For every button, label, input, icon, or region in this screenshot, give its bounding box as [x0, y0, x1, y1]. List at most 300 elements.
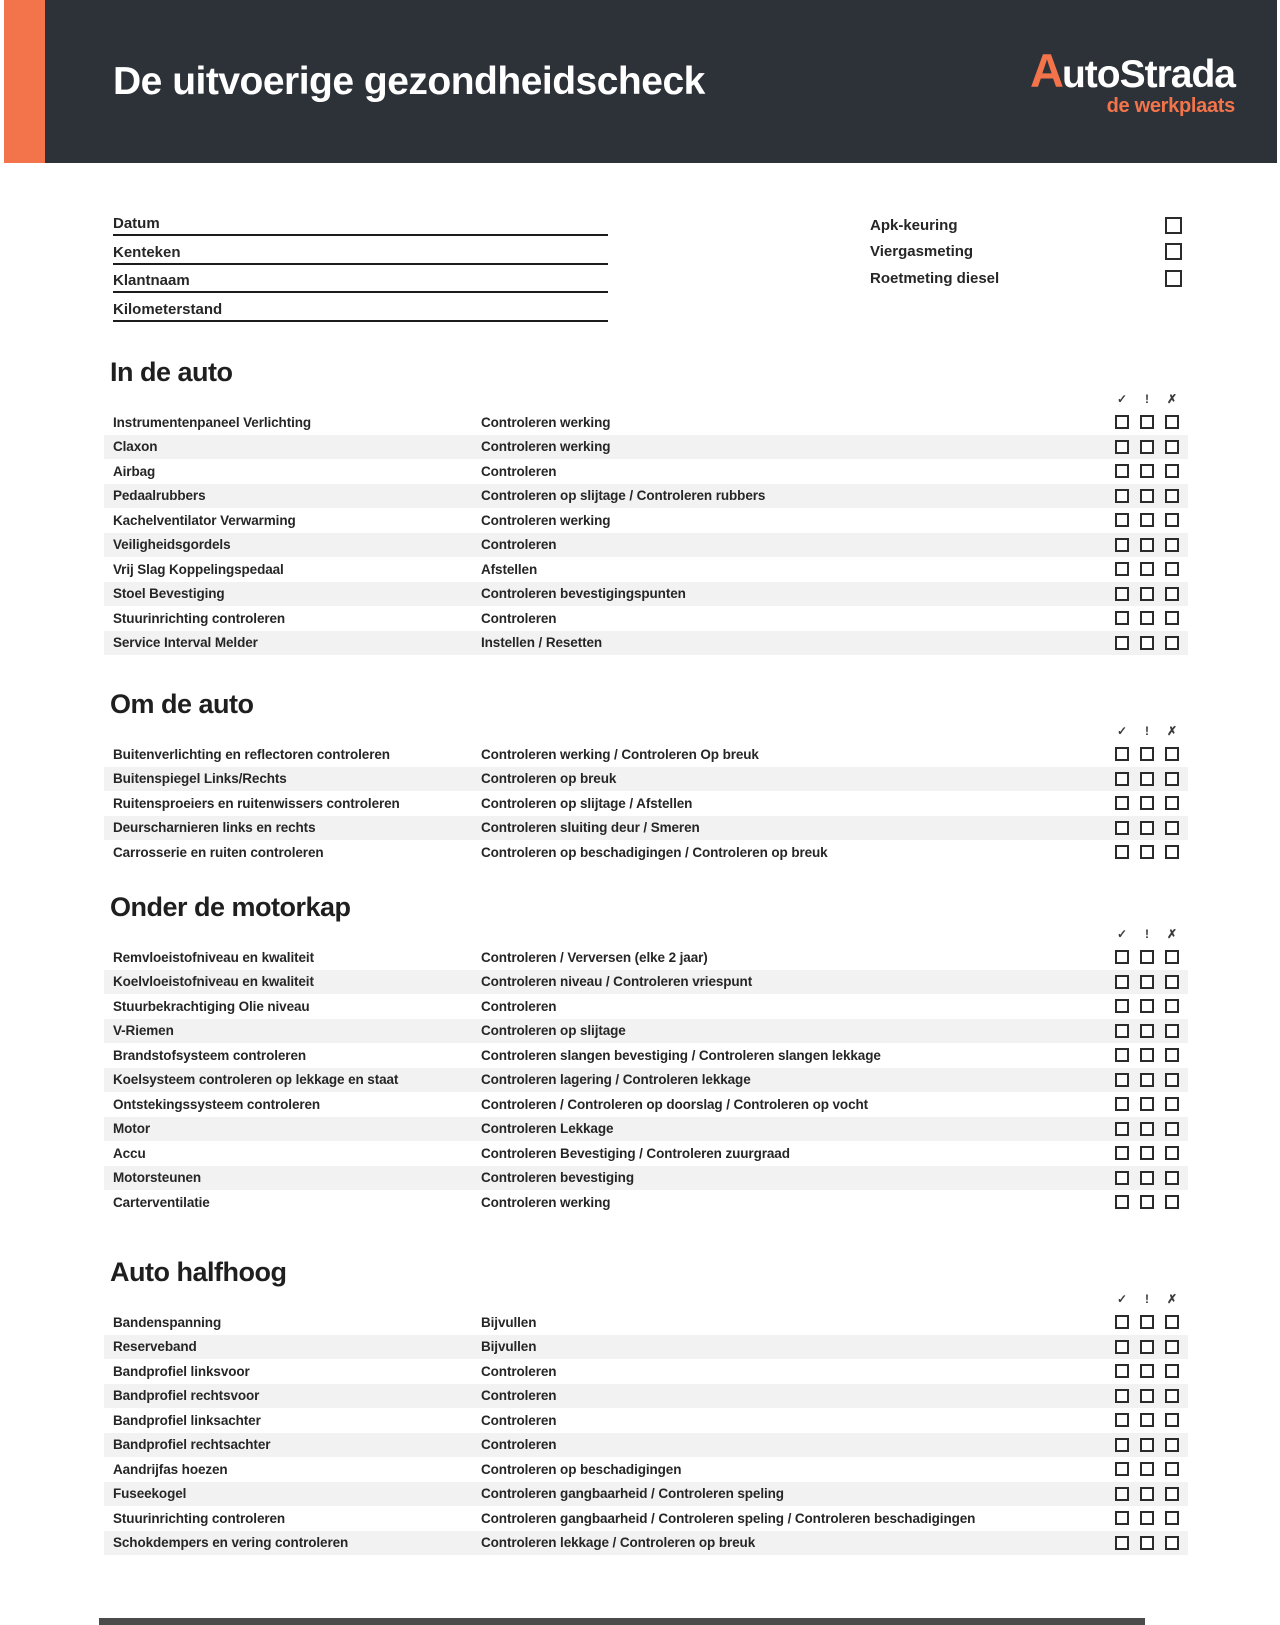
checkbox-fail[interactable]: [1165, 1024, 1179, 1038]
status-column-header: [104, 1288, 1188, 1310]
check-icon: ✓: [1116, 392, 1128, 406]
row-status-boxes: [1115, 1413, 1179, 1427]
checkbox-warn[interactable]: [1140, 1315, 1154, 1329]
row-status-boxes: [1115, 1024, 1179, 1038]
checklist-section: [104, 688, 1188, 865]
checklist-row: [104, 1408, 1188, 1433]
row-item-label: Vrij Slag Koppelingspedaal: [113, 561, 284, 577]
checklist-row: [104, 508, 1188, 533]
row-item-label: V-Riemen: [113, 1023, 174, 1039]
checklist-row: [104, 459, 1188, 484]
row-action-label: Controleren sluiting deur / Smeren: [481, 820, 700, 836]
row-status-boxes: [1115, 1048, 1179, 1062]
row-action-label: Controleren gangbaarheid / Controleren speling / Controleren beschadigingen: [481, 1510, 976, 1526]
checkbox-ok[interactable]: [1115, 1146, 1129, 1160]
checkbox-warn[interactable]: [1140, 1438, 1154, 1452]
checklist-row: [104, 631, 1188, 656]
checklist-row: [104, 484, 1188, 509]
row-item-label: Carterventilatie: [113, 1194, 210, 1210]
checkbox-fail[interactable]: [1165, 1315, 1179, 1329]
checklist-row: [104, 791, 1188, 816]
checkbox-ok[interactable]: [1115, 538, 1129, 552]
checkbox-ok[interactable]: [1115, 1195, 1129, 1209]
brand-name: [1030, 44, 1235, 97]
checklist-section: [104, 1256, 1188, 1555]
checklist-row: [104, 606, 1188, 631]
row-action-label: Controleren op beschadigingen: [481, 1461, 682, 1477]
checklist-row: [104, 1310, 1188, 1335]
checkbox-warn[interactable]: [1140, 1487, 1154, 1501]
checkbox-fail[interactable]: [1165, 415, 1179, 429]
row-action-label: Controleren / Controleren op doorslag / Controleren op vocht: [481, 1096, 869, 1112]
checkbox-warn[interactable]: [1140, 772, 1154, 786]
checklist-row: [104, 1384, 1188, 1409]
brand-letter-a: A: [1030, 44, 1062, 97]
row-item-label: Service Interval Melder: [113, 635, 258, 651]
checkbox-fail[interactable]: [1165, 796, 1179, 810]
checkbox-ok[interactable]: [1115, 1413, 1129, 1427]
checkbox-ok[interactable]: [1115, 999, 1129, 1013]
checkbox-fail[interactable]: [1165, 1122, 1179, 1136]
checkbox-warn[interactable]: [1140, 796, 1154, 810]
row-action-label: Controleren: [481, 998, 557, 1014]
row-action-label: Controleren werking: [481, 512, 611, 528]
checklist-row: [104, 410, 1188, 435]
checkbox-ok[interactable]: [1115, 1364, 1129, 1378]
row-item-label: Accu: [113, 1145, 146, 1161]
checkbox-warn[interactable]: [1140, 999, 1154, 1013]
row-item-label: Bandprofiel linksachter: [113, 1412, 261, 1428]
checklist-row: [104, 970, 1188, 995]
row-status-boxes: [1115, 1315, 1179, 1329]
status-column-header: [104, 720, 1188, 742]
checkbox-fail[interactable]: [1165, 821, 1179, 835]
checkbox-warn[interactable]: [1140, 821, 1154, 835]
checkbox-warn[interactable]: [1140, 1146, 1154, 1160]
checkbox-fail[interactable]: [1165, 489, 1179, 503]
row-status-boxes: [1115, 821, 1179, 835]
checklist-row: [104, 1457, 1188, 1482]
checkbox-fail[interactable]: [1165, 950, 1179, 964]
row-status-boxes: [1115, 1073, 1179, 1087]
section-rows: [104, 1310, 1188, 1555]
row-item-label: Stoel Bevestiging: [113, 586, 225, 602]
checkbox-warn[interactable]: [1140, 513, 1154, 527]
row-status-boxes: [1115, 1097, 1179, 1111]
checkbox-fail[interactable]: [1165, 1438, 1179, 1452]
row-status-boxes: [1115, 1536, 1179, 1550]
page-header: [4, 0, 1277, 163]
checklist-row: [104, 1433, 1188, 1458]
checklist-row: [104, 742, 1188, 767]
checkbox-warn[interactable]: [1140, 1413, 1154, 1427]
checkbox[interactable]: [1165, 243, 1182, 260]
extra-inspection-row: [870, 265, 1182, 292]
form-field: [113, 296, 608, 322]
checklist-row: [104, 1068, 1188, 1093]
checklist-section: [104, 891, 1188, 1215]
checkbox-fail[interactable]: [1165, 611, 1179, 625]
extra-inspection-label: Roetmeting diesel: [870, 269, 1000, 287]
row-status-boxes: [1115, 1195, 1179, 1209]
checkbox-ok[interactable]: [1115, 1097, 1129, 1111]
checkbox-ok[interactable]: [1115, 1487, 1129, 1501]
checkbox-fail[interactable]: [1165, 464, 1179, 478]
row-action-label: Controleren werking: [481, 414, 611, 430]
checkbox-fail[interactable]: [1165, 587, 1179, 601]
form-field-input[interactable]: [230, 298, 608, 320]
checkbox-fail[interactable]: [1165, 1097, 1179, 1111]
row-status-boxes: [1115, 950, 1179, 964]
row-status-boxes: [1115, 975, 1179, 989]
row-item-label: Stuurbekrachtiging Olie niveau: [113, 998, 310, 1014]
checkbox-ok[interactable]: [1115, 464, 1129, 478]
row-action-label: Controleren werking: [481, 1194, 611, 1210]
checklist-row: [104, 533, 1188, 558]
checklist-row: [104, 1043, 1188, 1068]
checklist-row: [104, 767, 1188, 792]
row-item-label: Bandenspanning: [113, 1314, 222, 1330]
checkbox-warn[interactable]: [1140, 415, 1154, 429]
checkbox-warn[interactable]: [1140, 1122, 1154, 1136]
row-action-label: Controleren op slijtage: [481, 1023, 626, 1039]
row-item-label: Brandstofsysteem controleren: [113, 1047, 307, 1063]
row-action-label: Controleren: [481, 1412, 557, 1428]
checkbox-fail[interactable]: [1165, 538, 1179, 552]
row-action-label: Controleren bevestiging: [481, 1170, 634, 1186]
checkbox-fail[interactable]: [1165, 845, 1179, 859]
checkbox-fail[interactable]: [1165, 1048, 1179, 1062]
checklist-row: [104, 1335, 1188, 1360]
checkbox-warn[interactable]: [1140, 1389, 1154, 1403]
row-action-label: Controleren lekkage / Controleren op breuk: [481, 1535, 756, 1551]
row-status-boxes: [1115, 845, 1179, 859]
row-status-boxes: [1115, 440, 1179, 454]
row-action-label: Controleren werking / Controleren Op breuk: [481, 746, 759, 762]
row-item-label: Stuurinrichting controleren: [113, 1510, 286, 1526]
cross-icon: ✗: [1166, 724, 1178, 738]
row-action-label: Controleren Bevestiging / Controleren zuurgraad: [481, 1145, 790, 1161]
checkbox-ok[interactable]: [1115, 821, 1129, 835]
checklist-row: [104, 840, 1188, 865]
checkbox-fail[interactable]: [1165, 1340, 1179, 1354]
checkbox-ok[interactable]: [1115, 513, 1129, 527]
checkbox-warn[interactable]: [1140, 1364, 1154, 1378]
row-action-label: Controleren op beschadigingen / Controleren op breuk: [481, 844, 828, 860]
row-item-label: Remvloeistofniveau en kwaliteit: [113, 949, 314, 965]
checklist-row: [104, 1506, 1188, 1531]
checkbox-warn[interactable]: [1140, 1340, 1154, 1354]
checkbox-warn[interactable]: [1140, 611, 1154, 625]
row-item-label: Instrumentenpaneel Verlichting: [113, 414, 312, 430]
exclamation-icon: !: [1145, 392, 1149, 406]
row-action-label: Controleren: [481, 1437, 557, 1453]
row-action-label: Controleren: [481, 1388, 557, 1404]
row-status-boxes: [1115, 1146, 1179, 1160]
checkbox-warn[interactable]: [1140, 636, 1154, 650]
checkbox-fail[interactable]: [1165, 440, 1179, 454]
row-item-label: Motor: [113, 1121, 150, 1137]
checkbox[interactable]: [1165, 217, 1182, 234]
checklist-row: [104, 1141, 1188, 1166]
checkbox-warn[interactable]: [1140, 1536, 1154, 1550]
row-action-label: Controleren: [481, 463, 557, 479]
status-column-header: [104, 388, 1188, 410]
section-rows: [104, 742, 1188, 865]
row-status-boxes: [1115, 611, 1179, 625]
row-status-boxes: [1115, 513, 1179, 527]
row-action-label: Controleren Lekkage: [481, 1121, 614, 1137]
checklist-row: [104, 1092, 1188, 1117]
checkbox-ok[interactable]: [1115, 1536, 1129, 1550]
extra-inspection-label: Apk-keuring: [870, 216, 958, 234]
row-status-boxes: [1115, 999, 1179, 1013]
checklist-row: [104, 945, 1188, 970]
row-status-boxes: [1115, 464, 1179, 478]
extra-inspection-row: [870, 239, 1182, 266]
checkbox-ok[interactable]: [1115, 1315, 1129, 1329]
checkbox-warn[interactable]: [1140, 845, 1154, 859]
checkbox-fail[interactable]: [1165, 1536, 1179, 1550]
form-field-input[interactable]: [189, 241, 608, 263]
checkbox-warn[interactable]: [1140, 587, 1154, 601]
checkbox-ok[interactable]: [1115, 747, 1129, 761]
row-status-boxes: [1115, 1438, 1179, 1452]
checkbox-fail[interactable]: [1165, 999, 1179, 1013]
row-item-label: Bandprofiel rechtsachter: [113, 1437, 271, 1453]
checkbox-warn[interactable]: [1140, 747, 1154, 761]
checkbox-fail[interactable]: [1165, 1462, 1179, 1476]
row-action-label: Bijvullen: [481, 1339, 537, 1355]
checkbox-fail[interactable]: [1165, 1195, 1179, 1209]
checklist-row: [104, 816, 1188, 841]
row-action-label: Controleren: [481, 610, 557, 626]
checkbox-ok[interactable]: [1115, 440, 1129, 454]
form-field: [113, 239, 608, 265]
brand-logo: [1030, 44, 1235, 117]
row-status-boxes: [1115, 1364, 1179, 1378]
checkbox-warn[interactable]: [1140, 1048, 1154, 1062]
row-status-boxes: [1115, 1340, 1179, 1354]
checkbox-warn[interactable]: [1140, 489, 1154, 503]
page-title: De uitvoerige gezondheidscheck: [113, 59, 705, 103]
checkbox-warn[interactable]: [1140, 440, 1154, 454]
extra-inspection-row: [870, 212, 1182, 239]
row-action-label: Controleren: [481, 537, 557, 553]
checkbox-ok[interactable]: [1115, 975, 1129, 989]
checkbox-fail[interactable]: [1165, 1073, 1179, 1087]
vehicle-info-form: [113, 210, 608, 324]
checkbox-ok[interactable]: [1115, 1048, 1129, 1062]
checkbox-fail[interactable]: [1165, 1413, 1179, 1427]
checkbox-warn[interactable]: [1140, 562, 1154, 576]
section-rows: [104, 410, 1188, 655]
checklist-row: [104, 1359, 1188, 1384]
row-item-label: Schokdempers en vering controleren: [113, 1535, 349, 1551]
row-status-boxes: [1115, 796, 1179, 810]
row-status-boxes: [1115, 1487, 1179, 1501]
checkbox-ok[interactable]: [1115, 489, 1129, 503]
form-field-label: Kilometerstand: [113, 300, 223, 318]
brand-name-rest: utoStrada: [1061, 53, 1235, 96]
row-item-label: Airbag: [113, 463, 156, 479]
row-action-label: Controleren slangen bevestiging / Controleren slangen lekkage: [481, 1047, 881, 1063]
section-title: Auto halfhoog: [110, 1257, 287, 1287]
exclamation-icon: !: [1145, 1292, 1149, 1306]
checkbox-ok[interactable]: [1115, 1073, 1129, 1087]
checkbox-warn[interactable]: [1140, 1024, 1154, 1038]
checklist-row: [104, 1482, 1188, 1507]
form-field-label: Datum: [113, 215, 160, 232]
checkbox-ok[interactable]: [1115, 1462, 1129, 1476]
checklist-row: [104, 1019, 1188, 1044]
row-status-boxes: [1115, 1511, 1179, 1525]
row-status-boxes: [1115, 1122, 1179, 1136]
row-item-label: Ruitensproeiers en ruitenwissers controleren: [113, 795, 400, 811]
row-action-label: Controleren werking: [481, 439, 611, 455]
exclamation-icon: !: [1145, 927, 1149, 941]
checkbox-ok[interactable]: [1115, 562, 1129, 576]
cross-icon: ✗: [1166, 392, 1178, 406]
row-action-label: Controleren op slijtage / Afstellen: [481, 795, 693, 811]
checkbox-ok[interactable]: [1115, 1340, 1129, 1354]
row-status-boxes: [1115, 1389, 1179, 1403]
row-action-label: Controleren: [481, 1363, 557, 1379]
checkbox-warn[interactable]: [1140, 1511, 1154, 1525]
checkbox-warn[interactable]: [1140, 1462, 1154, 1476]
checkbox-warn[interactable]: [1140, 975, 1154, 989]
row-item-label: Pedaalrubbers: [113, 488, 206, 504]
checklist-row: [104, 1531, 1188, 1556]
form-field: [113, 210, 608, 236]
checkbox-fail[interactable]: [1165, 1511, 1179, 1525]
checkbox-ok[interactable]: [1115, 1511, 1129, 1525]
row-item-label: Reserveband: [113, 1339, 197, 1355]
checkbox-ok[interactable]: [1115, 845, 1129, 859]
page-bottom-rule: [99, 1618, 1145, 1625]
row-action-label: Afstellen: [481, 561, 538, 577]
row-item-label: Koelvloeistofniveau en kwaliteit: [113, 974, 314, 990]
checkbox-warn[interactable]: [1140, 1195, 1154, 1209]
row-status-boxes: [1115, 747, 1179, 761]
row-item-label: Buitenverlichting en reflectoren controleren: [113, 746, 390, 762]
row-item-label: Motorsteunen: [113, 1170, 202, 1186]
form-field: [113, 267, 608, 293]
row-item-label: Buitenspiegel Links/Rechts: [113, 771, 287, 787]
row-status-boxes: [1115, 636, 1179, 650]
row-action-label: Controleren / Verversen (elke 2 jaar): [481, 949, 708, 965]
row-action-label: Bijvullen: [481, 1314, 537, 1330]
checkbox-warn[interactable]: [1140, 1073, 1154, 1087]
row-action-label: Controleren op slijtage / Controleren rubbers: [481, 488, 766, 504]
check-icon: ✓: [1116, 927, 1128, 941]
checkbox-warn[interactable]: [1140, 464, 1154, 478]
checkbox-ok[interactable]: [1115, 1438, 1129, 1452]
checklist-row: [104, 582, 1188, 607]
form-field-label: Klantnaam: [113, 272, 190, 289]
row-item-label: Kachelventilator Verwarming: [113, 512, 296, 528]
checkbox-ok[interactable]: [1115, 415, 1129, 429]
checklist-section: [104, 356, 1188, 655]
checkbox-fail[interactable]: [1165, 1171, 1179, 1185]
checklist-row: [104, 557, 1188, 582]
checkbox-ok[interactable]: [1115, 1024, 1129, 1038]
checklist-row: [104, 1190, 1188, 1215]
checkbox-ok[interactable]: [1115, 611, 1129, 625]
row-status-boxes: [1115, 772, 1179, 786]
checkbox-warn[interactable]: [1140, 538, 1154, 552]
checkbox-fail[interactable]: [1165, 636, 1179, 650]
row-item-label: Bandprofiel rechtsvoor: [113, 1388, 260, 1404]
checkbox-fail[interactable]: [1165, 1487, 1179, 1501]
row-action-label: Controleren gangbaarheid / Controleren speling: [481, 1486, 784, 1502]
checkbox-fail[interactable]: [1165, 1146, 1179, 1160]
row-action-label: Controleren op breuk: [481, 771, 617, 787]
checkbox-ok[interactable]: [1115, 772, 1129, 786]
section-rows: [104, 945, 1188, 1215]
row-item-label: Ontstekingssysteem controleren: [113, 1096, 321, 1112]
checkbox[interactable]: [1165, 270, 1182, 287]
checkbox-fail[interactable]: [1165, 562, 1179, 576]
checkbox-fail[interactable]: [1165, 772, 1179, 786]
checklist-row: [104, 435, 1188, 460]
row-status-boxes: [1115, 1171, 1179, 1185]
checkbox-warn[interactable]: [1140, 1097, 1154, 1111]
row-status-boxes: [1115, 1462, 1179, 1476]
checkbox-ok[interactable]: [1115, 587, 1129, 601]
checkbox-fail[interactable]: [1165, 1364, 1179, 1378]
checkbox-fail[interactable]: [1165, 1389, 1179, 1403]
brand-subtitle: de werkplaats: [1106, 95, 1235, 117]
extra-inspection-label: Viergasmeting: [870, 243, 974, 261]
section-title: Onder de motorkap: [110, 892, 351, 922]
checkbox-fail[interactable]: [1165, 975, 1179, 989]
section-title: Om de auto: [110, 689, 254, 719]
row-action-label: Controleren lagering / Controleren lekkage: [481, 1072, 751, 1088]
form-field-input[interactable]: [168, 212, 608, 234]
checkbox-warn[interactable]: [1140, 1171, 1154, 1185]
checkbox-fail[interactable]: [1165, 513, 1179, 527]
checklist-row: [104, 1117, 1188, 1142]
checkbox-ok[interactable]: [1115, 636, 1129, 650]
checkbox-ok[interactable]: [1115, 796, 1129, 810]
checkbox-ok[interactable]: [1115, 950, 1129, 964]
checkbox-ok[interactable]: [1115, 1122, 1129, 1136]
checkbox-ok[interactable]: [1115, 1171, 1129, 1185]
row-status-boxes: [1115, 562, 1179, 576]
form-field-label: Kenteken: [113, 243, 181, 261]
row-action-label: Controleren bevestigingspunten: [481, 586, 686, 602]
cross-icon: ✗: [1166, 1292, 1178, 1306]
row-item-label: Claxon: [113, 439, 158, 455]
cross-icon: ✗: [1166, 927, 1178, 941]
checkbox-warn[interactable]: [1140, 950, 1154, 964]
section-title: In de auto: [110, 357, 233, 387]
row-item-label: Koelsysteem controleren op lekkage en staat: [113, 1072, 399, 1088]
checkbox-fail[interactable]: [1165, 747, 1179, 761]
row-status-boxes: [1115, 538, 1179, 552]
row-status-boxes: [1115, 489, 1179, 503]
form-field-input[interactable]: [198, 269, 608, 291]
row-action-label: Controleren niveau / Controleren vriespunt: [481, 974, 753, 990]
status-column-header: [104, 923, 1188, 945]
row-item-label: Carrosserie en ruiten controleren: [113, 844, 324, 860]
checkbox-ok[interactable]: [1115, 1389, 1129, 1403]
row-item-label: Stuurinrichting controleren: [113, 610, 286, 626]
row-status-boxes: [1115, 415, 1179, 429]
row-status-boxes: [1115, 587, 1179, 601]
row-item-label: Aandrijfas hoezen: [113, 1461, 228, 1477]
